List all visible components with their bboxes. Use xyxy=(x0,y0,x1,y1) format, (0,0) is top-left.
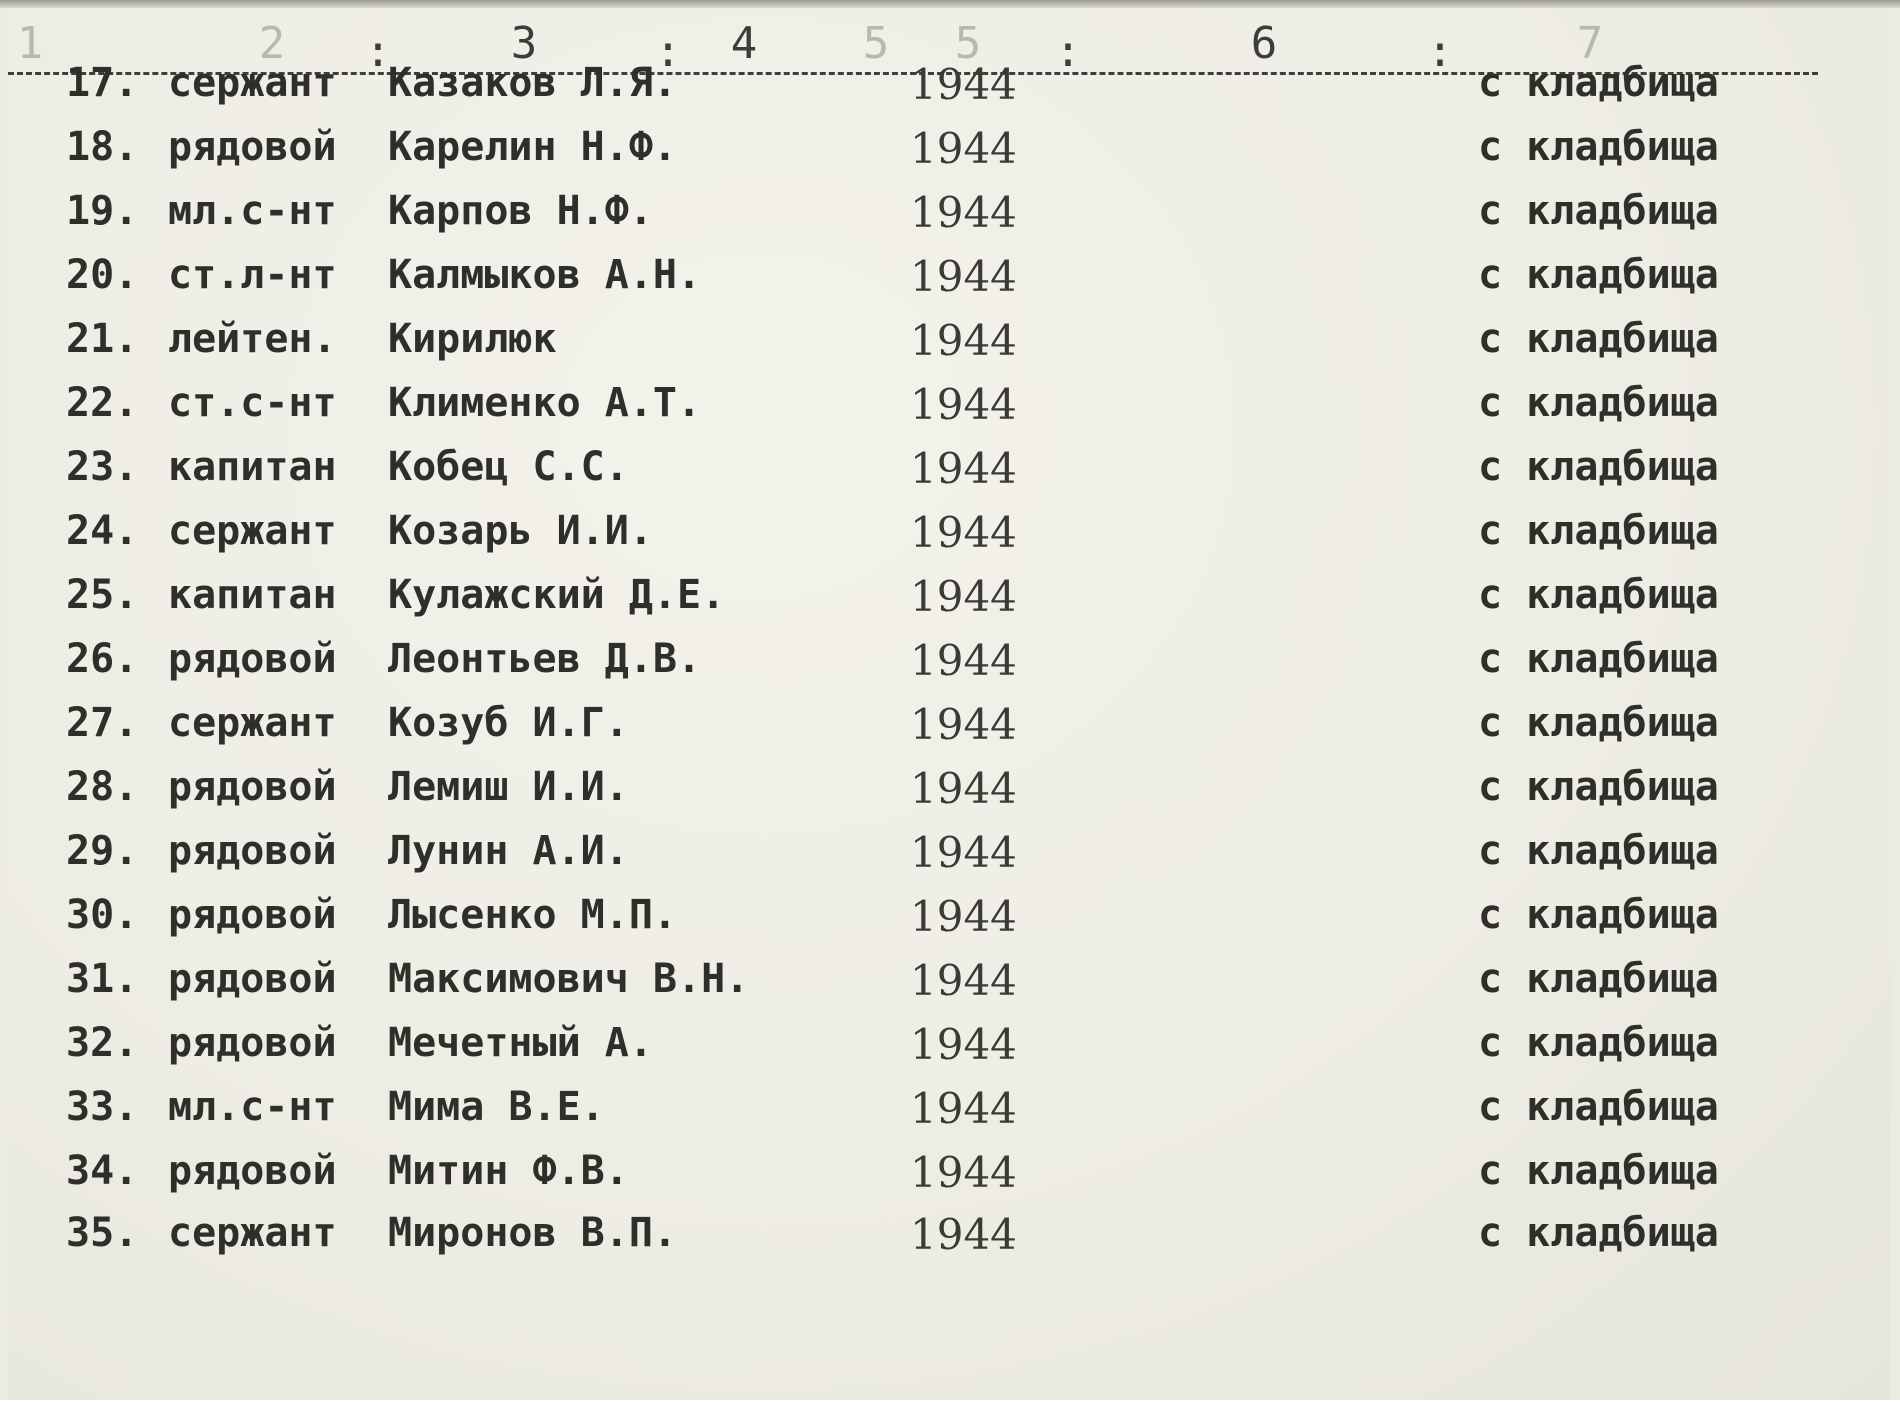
column-separator: : xyxy=(654,26,682,77)
column-number-7: 7 xyxy=(1576,18,1604,69)
row-note: с кладбища xyxy=(1478,1020,1719,1066)
list-row xyxy=(0,444,1900,508)
row-name: Козарь И.И. xyxy=(388,508,653,554)
row-year: 1944 xyxy=(910,764,1017,813)
row-number: 33. xyxy=(66,1084,139,1130)
row-number: 24. xyxy=(66,508,139,554)
row-year: 1944 xyxy=(910,60,1017,109)
column-number-6: 6 xyxy=(1250,18,1278,69)
row-note: с кладбища xyxy=(1478,124,1719,170)
list-row xyxy=(0,764,1900,828)
row-rank: рядовой xyxy=(168,828,337,874)
row-year: 1944 xyxy=(910,380,1017,429)
list-row xyxy=(0,60,1900,124)
row-rank: рядовой xyxy=(168,124,337,170)
row-name: Мечетный А. xyxy=(388,1020,653,1066)
row-rank: рядовой xyxy=(168,764,337,810)
row-note: с кладбища xyxy=(1478,892,1719,938)
list-row xyxy=(0,700,1900,764)
row-rank: ст.л-нт xyxy=(168,252,337,298)
row-year: 1944 xyxy=(910,444,1017,493)
list-row xyxy=(0,508,1900,572)
row-year: 1944 xyxy=(910,700,1017,749)
row-number: 26. xyxy=(66,636,139,682)
row-year: 1944 xyxy=(910,1084,1017,1133)
row-rank: рядовой xyxy=(168,1148,337,1194)
list-row xyxy=(0,828,1900,892)
row-rank: сержант xyxy=(168,700,337,746)
row-number: 31. xyxy=(66,956,139,1002)
row-rank: сержант xyxy=(168,1210,337,1256)
row-note: с кладбища xyxy=(1478,1210,1719,1256)
row-note: с кладбища xyxy=(1478,188,1719,234)
row-rank: капитан xyxy=(168,444,337,490)
row-number: 18. xyxy=(66,124,139,170)
top-edge-shadow xyxy=(0,0,1900,8)
list-row xyxy=(0,572,1900,636)
row-note: с кладбища xyxy=(1478,1084,1719,1130)
row-year: 1944 xyxy=(910,1020,1017,1069)
row-number: 29. xyxy=(66,828,139,874)
row-number: 27. xyxy=(66,700,139,746)
row-rank: мл.с-нт xyxy=(168,1084,337,1130)
column-number-4: 4 xyxy=(730,18,758,69)
row-name: Лунин А.И. xyxy=(388,828,629,874)
row-note: с кладбища xyxy=(1478,380,1719,426)
column-number-2: 2 xyxy=(258,18,286,69)
row-number: 28. xyxy=(66,764,139,810)
row-name: Миронов В.П. xyxy=(388,1210,677,1256)
row-name: Козуб И.Г. xyxy=(388,700,629,746)
row-name: Клименко А.Т. xyxy=(388,380,702,426)
column-number-5: 5 xyxy=(954,18,982,69)
row-year: 1944 xyxy=(910,1210,1017,1259)
list-row xyxy=(0,1210,1900,1274)
row-note: с кладбища xyxy=(1478,572,1719,618)
row-name: Кобец С.С. xyxy=(388,444,629,490)
row-year: 1944 xyxy=(910,252,1017,301)
row-rank: рядовой xyxy=(168,956,337,1002)
row-year: 1944 xyxy=(910,636,1017,685)
row-name: Калмыков А.Н. xyxy=(388,252,702,298)
list-row xyxy=(0,1020,1900,1084)
row-rank: рядовой xyxy=(168,636,337,682)
row-number: 25. xyxy=(66,572,139,618)
row-year: 1944 xyxy=(910,572,1017,621)
list-row xyxy=(0,892,1900,956)
row-name: Максимович В.Н. xyxy=(388,956,750,1002)
row-note: с кладбища xyxy=(1478,508,1719,554)
row-year: 1944 xyxy=(910,828,1017,877)
list-row xyxy=(0,252,1900,316)
list-row xyxy=(0,956,1900,1020)
column-number-3: 3 xyxy=(510,18,538,69)
column-separator: : xyxy=(1054,26,1082,77)
row-number: 19. xyxy=(66,188,139,234)
row-note: с кладбища xyxy=(1478,700,1719,746)
row-rank: мл.с-нт xyxy=(168,188,337,234)
row-rank: сержант xyxy=(168,60,337,106)
row-note: с кладбища xyxy=(1478,1148,1719,1194)
column-number-5-left: 5 xyxy=(862,18,890,69)
row-name: Кулажский Д.Е. xyxy=(388,572,726,618)
row-year: 1944 xyxy=(910,1148,1017,1197)
row-name: Карелин Н.Ф. xyxy=(388,124,677,170)
row-name: Казаков Л.Я. xyxy=(388,60,677,106)
row-rank: рядовой xyxy=(168,892,337,938)
row-note: с кладбища xyxy=(1478,316,1719,362)
row-number: 35. xyxy=(66,1210,139,1256)
list-row xyxy=(0,636,1900,700)
row-note: с кладбища xyxy=(1478,956,1719,1002)
row-note: с кладбища xyxy=(1478,444,1719,490)
row-name: Кирилюк xyxy=(388,316,557,362)
list-row xyxy=(0,316,1900,380)
row-name: Лысенко М.П. xyxy=(388,892,677,938)
column-number-1: 1 xyxy=(16,18,44,69)
row-year: 1944 xyxy=(910,508,1017,557)
row-number: 17. xyxy=(66,60,139,106)
row-number: 21. xyxy=(66,316,139,362)
row-rank: капитан xyxy=(168,572,337,618)
row-note: с кладбища xyxy=(1478,636,1719,682)
row-year: 1944 xyxy=(910,124,1017,173)
row-name: Карпов Н.Ф. xyxy=(388,188,653,234)
row-name: Митин Ф.В. xyxy=(388,1148,629,1194)
row-year: 1944 xyxy=(910,188,1017,237)
row-number: 30. xyxy=(66,892,139,938)
row-note: с кладбища xyxy=(1478,60,1719,106)
row-rank: лейтен. xyxy=(168,316,337,362)
row-number: 34. xyxy=(66,1148,139,1194)
row-year: 1944 xyxy=(910,956,1017,1005)
row-number: 20. xyxy=(66,252,139,298)
list-row xyxy=(0,188,1900,252)
row-number: 23. xyxy=(66,444,139,490)
row-rank: ст.с-нт xyxy=(168,380,337,426)
list-row xyxy=(0,380,1900,444)
row-rank: рядовой xyxy=(168,1020,337,1066)
row-number: 22. xyxy=(66,380,139,426)
row-note: с кладбища xyxy=(1478,764,1719,810)
row-name: Лемиш И.И. xyxy=(388,764,629,810)
row-name: Леонтьев Д.В. xyxy=(388,636,702,682)
row-year: 1944 xyxy=(910,316,1017,365)
list-row xyxy=(0,124,1900,188)
row-note: с кладбища xyxy=(1478,828,1719,874)
list-row xyxy=(0,1084,1900,1148)
row-note: с кладбища xyxy=(1478,252,1719,298)
scan-border xyxy=(0,1400,1900,1409)
list-row xyxy=(0,1148,1900,1212)
row-rank: сержант xyxy=(168,508,337,554)
column-separator: : xyxy=(1426,26,1454,77)
row-year: 1944 xyxy=(910,892,1017,941)
row-name: Мима В.Е. xyxy=(388,1084,605,1130)
row-number: 32. xyxy=(66,1020,139,1066)
column-separator: : xyxy=(364,26,392,77)
